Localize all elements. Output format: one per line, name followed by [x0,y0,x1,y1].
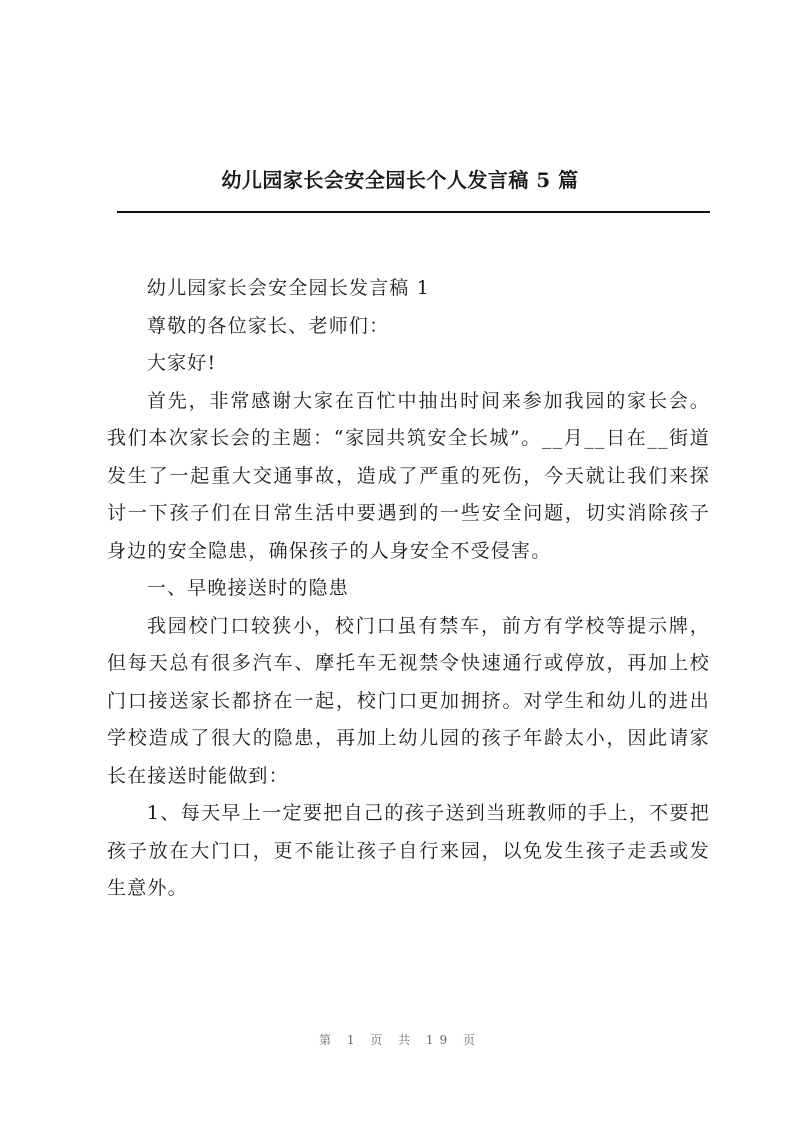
body-paragraph: 首先，非常感谢大家在百忙中抽出时间来参加我园的家长会。我们本次家长会的主题：“家园共筑安全长城”。__月__日在__街道发生了一起重大交通事故，造成了严重的死伤，今天就让我们来探讨一下孩子们在日常生活中要遇到的一些安全问题，切实消除孩子身边的安全隐患，确保孩子的人身安全不受侵害。 [107,389,710,562]
body-paragraph: 我园校门口较狭小，校门口虽有禁车，前方有学校等提示牌，但每天总有很多汽车、摩托车无视禁令快速通行或停放，再加上校门口接送家长都挤在一起，校门口更加拥挤。对学生和幼儿的进出学校造成了很大的隐患，再加上幼儿园的孩子年龄太小，因此请家长在接送时能做到： [107,614,710,787]
section-heading: 幼儿园家长会安全园长发言稿 1 [146,277,431,299]
document-title: 幼儿园家长会安全园长个人发言稿 5 篇 [221,168,579,192]
greeting: 大家好! [146,352,217,374]
body-paragraph: 1、每天早上一定要把自己的孩子送到当班教师的手上，不要把孩子放在大门口，更不能让孩子自行来园，以免发生孩子走丢或发生意外。 [107,802,710,899]
salutation: 尊敬的各位家长、老师们： [146,314,390,337]
title-divider [117,211,710,213]
subsection-heading: 一、早晚接送时的隐患 [146,577,349,599]
document-body [107,270,710,908]
page-footer: 第 1 页 共 19 页 [319,1033,481,1047]
